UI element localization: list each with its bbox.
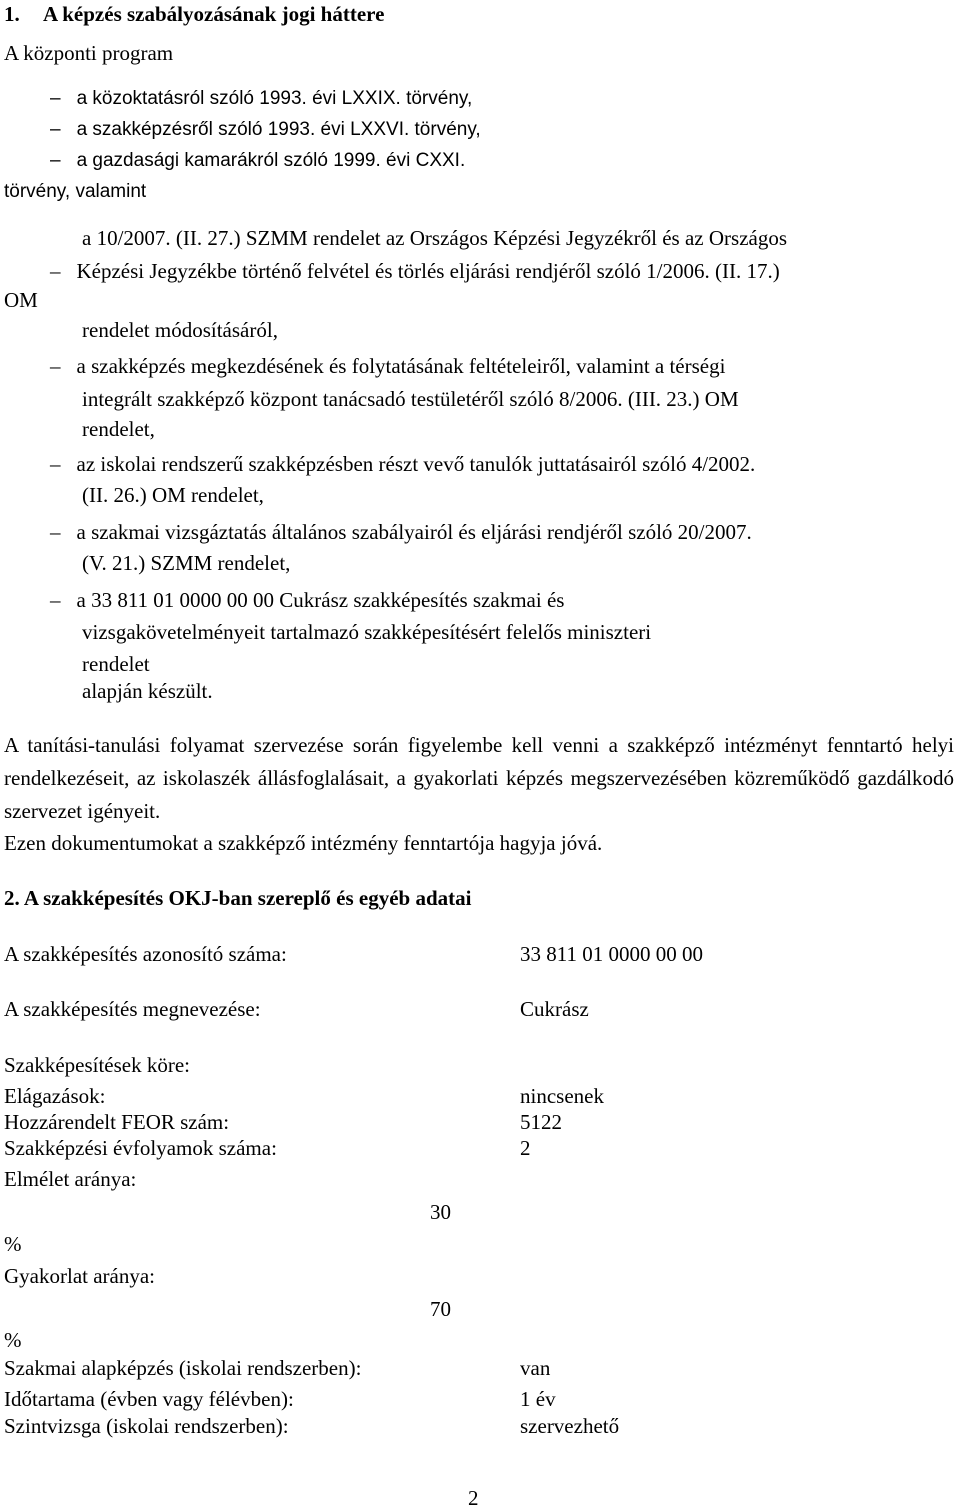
practice-value: 70 xyxy=(430,1297,451,1321)
years-label: Szakképzési évfolyamok száma: xyxy=(4,1136,277,1160)
list-item-line: rendelet, xyxy=(82,417,155,441)
list-item: – a 33 811 01 0000 00 00 Cukrász szakképesítés szakmai és xyxy=(50,588,565,612)
level-exam-label: Szintvizsga (iskolai rendszerben): xyxy=(4,1414,289,1438)
list-item-line: a 10/2007. (II. 27.) SZMM rendelet az Országos Képzési Jegyzékről és az Országos xyxy=(82,226,788,250)
section-1-title: A képzés szabályozásának jogi háttere xyxy=(43,2,385,26)
list-item: – a közoktatásról szóló 1993. évi LXXIX. törvény, xyxy=(50,88,473,109)
body-paragraph: A tanítási-tanulási folyamat szervezése során figyelembe kell venni a szakképző intézményt fenntartó helyi rendelkezéseit, az iskolaszék állásfoglalásait, a gyakorlati képzés megszervezésében közreműködő gazdálkodó szervezet igényeit. xyxy=(4,733,954,823)
theory-unit: % xyxy=(4,1232,22,1256)
name-value: Cukrász xyxy=(520,997,589,1021)
list-item: – Képzési Jegyzékbe történő felvétel és törlés eljárási rendjéről szóló 1/2006. (II. 17.) xyxy=(50,259,780,283)
list-item: – a gazdasági kamarákról szóló 1999. évi CXXI. xyxy=(50,150,466,171)
page-number: 2 xyxy=(468,1486,479,1510)
section-2-title: 2. A szakképesítés OKJ-ban szereplő és egyéb adatai xyxy=(4,886,472,910)
list-item-continuation: törvény, valamint xyxy=(4,181,147,202)
id-value: 33 811 01 0000 00 00 xyxy=(520,942,703,966)
list-item-line: rendelet módosításáról, xyxy=(82,318,278,342)
list-item: – a szakmai vizsgáztatás általános szabályairól és eljárási rendjéről szóló 20/2007. xyxy=(50,520,752,544)
basic-training-value: van xyxy=(520,1356,551,1380)
scope-label: Szakképesítések köre: xyxy=(4,1053,191,1077)
section-1-number: 1. xyxy=(4,2,20,26)
name-label: A szakképesítés megnevezése: xyxy=(4,997,261,1021)
duration-label: Időtartama (évben vagy félévben): xyxy=(4,1387,294,1411)
list-item-line: alapján készült. xyxy=(82,679,213,703)
level-exam-value: szervezhető xyxy=(520,1414,620,1438)
practice-unit: % xyxy=(4,1328,22,1352)
id-label: A szakképesítés azonosító száma: xyxy=(4,942,287,966)
basic-training-label: Szakmai alapképzés (iskolai rendszerben): xyxy=(4,1356,362,1380)
branches-label: Elágazások: xyxy=(4,1084,106,1108)
central-program-intro: A központi program xyxy=(4,41,174,65)
years-value: 2 xyxy=(520,1136,531,1160)
list-item-line: vizsgakövetelményeit tartalmazó szakképesítésért felelős miniszteri xyxy=(82,620,652,644)
duration-value: 1 év xyxy=(520,1387,556,1411)
list-item-line: (V. 21.) SZMM rendelet, xyxy=(82,551,291,575)
section-1-heading xyxy=(4,4,384,25)
body-paragraph: Ezen dokumentumokat a szakképző intézmény fenntartója hagyja jóvá. xyxy=(4,831,603,855)
list-item-line: integrált szakképző központ tanácsadó testületéről szóló 8/2006. (III. 23.) OM xyxy=(82,387,739,411)
list-item-line: OM xyxy=(4,288,38,312)
list-item: – a szakképzés megkezdésének és folytatásának feltételeiről, valamint a térségi xyxy=(50,354,726,378)
theory-value: 30 xyxy=(430,1200,451,1224)
list-item-line: (II. 26.) OM rendelet, xyxy=(82,483,264,507)
feor-label: Hozzárendelt FEOR szám: xyxy=(4,1110,230,1134)
list-item: – a szakképzésről szóló 1993. évi LXXVI. törvény, xyxy=(50,119,481,140)
list-item-line: rendelet xyxy=(82,652,150,676)
feor-value: 5122 xyxy=(520,1110,562,1134)
practice-label: Gyakorlat aránya: xyxy=(4,1264,156,1288)
list-item: – az iskolai rendszerű szakképzésben részt vevő tanulók juttatásairól szóló 4/2002. xyxy=(50,452,756,476)
branches-value: nincsenek xyxy=(520,1084,604,1108)
theory-label: Elmélet aránya: xyxy=(4,1167,137,1191)
